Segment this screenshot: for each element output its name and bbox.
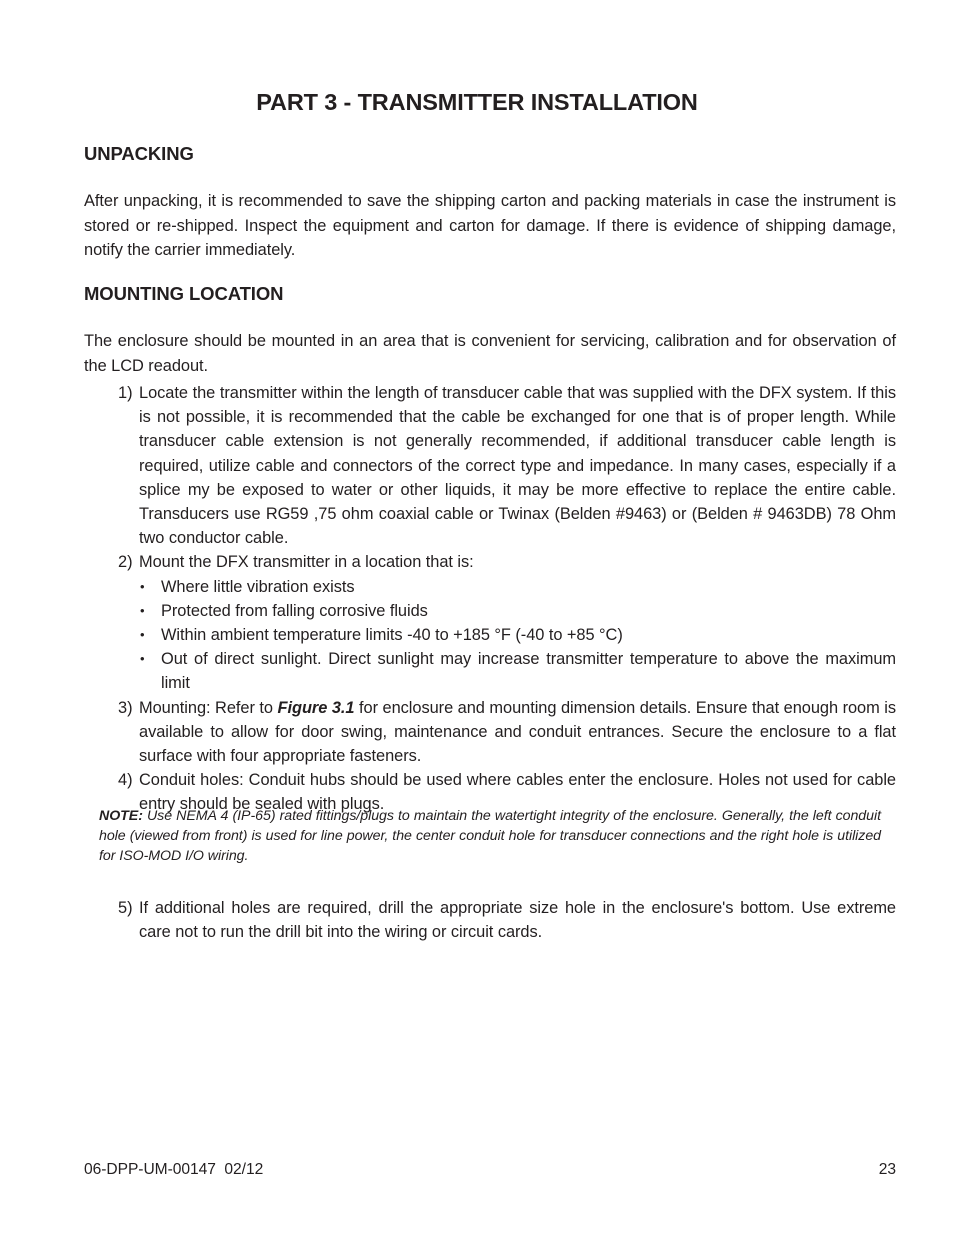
list-item — [118, 623, 896, 647]
list-item-2 — [118, 550, 896, 574]
list-item-text: Conduit holes: Conduit hubs should be used where cables enter the enclosure. Holes not used for cable entry should be sealed with plugs. — [139, 771, 896, 814]
page-number: 23 — [878, 1161, 896, 1178]
paragraph-unpacking: After unpacking, it is recommended to save the shipping carton and packing materials in case the instrument is stored or re-shipped. Inspect the equipment and carton for damage. If there is evidence of shipping damage, notify the carrier immediately. — [84, 192, 896, 259]
list-marker: 2) — [118, 553, 133, 572]
list-item-text — [139, 696, 896, 769]
list-item-text-after: for enclosure and mounting dimension details. Ensure that enough room is available to allow for door swing, maintenance and conduit entrances. Secure the enclosure to a flat surface with four appropriate fasteners. — [139, 698, 896, 766]
bullet-icon: • — [140, 651, 145, 667]
list-item — [118, 647, 896, 695]
list-item-5 — [118, 896, 896, 944]
bullet-text: Out of direct sunlight. Direct sunlight may increase transmitter temperature to above the maximum limit — [161, 650, 896, 693]
page-title: PART 3 - TRANSMITTER INSTALLATION — [256, 88, 698, 115]
bullet-text: Protected from falling corrosive fluids — [161, 601, 428, 620]
note-block — [99, 806, 881, 866]
bullet-text: Where little vibration exists — [161, 577, 355, 596]
list-marker: 5) — [118, 899, 133, 917]
list-marker: 4) — [118, 771, 133, 790]
list-item-1 — [118, 381, 896, 550]
bullet-icon: • — [140, 627, 145, 643]
section-heading-mounting-location: MOUNTING LOCATION — [84, 283, 284, 305]
bullet-icon: • — [140, 602, 145, 618]
numbered-list-continued — [118, 896, 896, 944]
bullet-text: Within ambient temperature limits -40 to +185 °F (-40 to +85 °C) — [161, 626, 623, 645]
list-item-text-before: Mounting: Refer to — [139, 698, 278, 717]
note-text: Use NEMA 4 (IP-65) rated fittings/plugs to maintain the watertight integrity of the enclosure. Generally, the left conduit hole (viewed from front) is used for line power, the center conduit hole for transducer connections and the right hole is utilized for ISO-MOD I/O wiring. — [99, 808, 881, 864]
bullet-list — [118, 575, 896, 696]
figure-reference: Figure 3.1 — [277, 698, 355, 717]
document-number: 06-DPP-UM-00147 02/12 — [84, 1161, 264, 1178]
list-item-text: If additional holes are required, drill the appropriate size hole in the enclosure's bottom. Use extreme care not to run the drill bit into the wiring or circuit cards. — [139, 899, 896, 942]
list-marker: 1) — [118, 384, 133, 402]
note-label: NOTE: — [99, 808, 143, 824]
list-item-text: Locate the transmitter within the length of transducer cable that was supplied with the DFX system. If this is not possible, it is recommended that the cable be exchanged for one that is of proper length. While transducer cable extension is not generally recommended, if additional transducer cable length is required, utilize cable and connectors of the correct type and impedance. In many cases, especially if a splice my be exposed to water or other liquids, it may be more effective to replace the entire cable. Transducers use RG59 ,75 ohm coaxial cable or Twinax (Belden #9463) or (Belden # 9463DB) 78 Ohm two conductor cable. — [139, 384, 896, 548]
paragraph-mounting-location: The enclosure should be mounted in an area that is convenient for servicing, calibration and for observation of the LCD readout. — [84, 332, 896, 375]
list-item-text: Mount the DFX transmitter in a location that is: — [139, 553, 474, 572]
list-item — [118, 575, 896, 599]
section-heading-unpacking: UNPACKING — [84, 143, 194, 165]
numbered-list — [118, 381, 896, 817]
bullet-icon: • — [140, 578, 145, 594]
list-marker: 3) — [118, 698, 133, 717]
list-item — [118, 599, 896, 623]
list-item-3 — [118, 696, 896, 769]
